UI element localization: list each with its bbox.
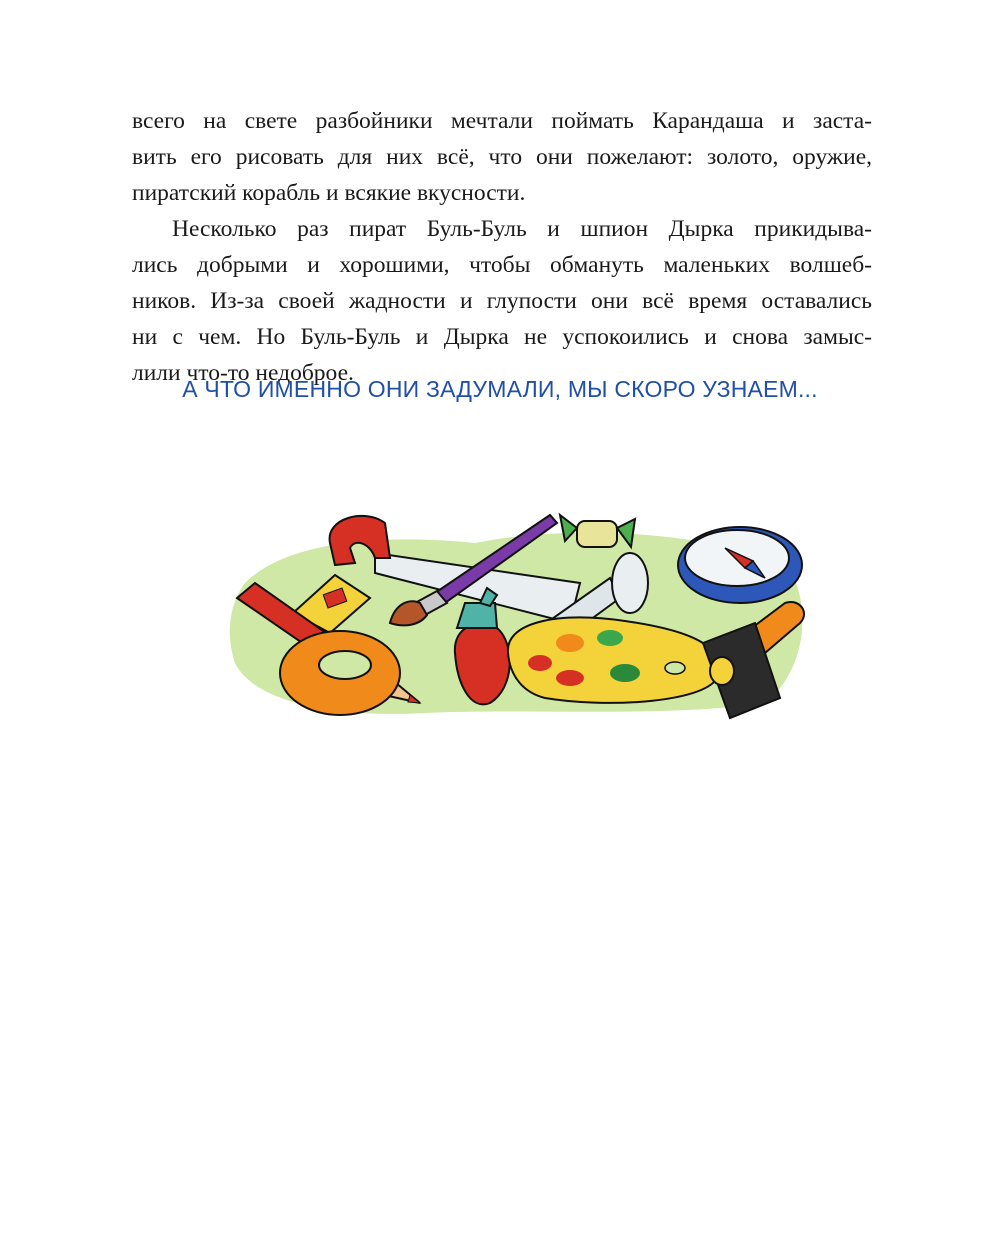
paragraph-2-line-4: ни с чем. Но Буль-Буль и Дырка не успокоились и снова замыс- <box>132 324 872 350</box>
paragraph-2-line-2: лись добрыми и хорошими, чтобы обмануть маленьких волшеб- <box>132 252 872 278</box>
compass-icon <box>678 527 802 603</box>
paragraph-2-line-5: лили что-то недоброе. <box>132 360 354 386</box>
paragraph-1-line-3: пиратский корабль и всякие вкусности. <box>132 180 526 206</box>
closing-heading: А ЧТО ИМЕННО ОНИ ЗАДУМАЛИ, МЫ СКОРО УЗНАЕМ... <box>182 376 818 402</box>
bagel-icon <box>280 631 400 715</box>
paragraph-1-line-1: всего на свете разбойники мечтали поймать Карандаша и заста- <box>132 108 872 134</box>
body-text <box>132 103 872 391</box>
paragraph-1-line-2: вить его рисовать для них всё, что они пожелают: золото, оружие, <box>132 144 872 170</box>
paragraph-2-line-1: Несколько раз пират Буль-Буль и шпион Дырка прикидыва- <box>172 216 872 242</box>
paragraph-2-line-3: ников. Из-за своей жадности и глупости они всё время оставались <box>132 288 872 314</box>
tools-illustration <box>225 503 810 728</box>
